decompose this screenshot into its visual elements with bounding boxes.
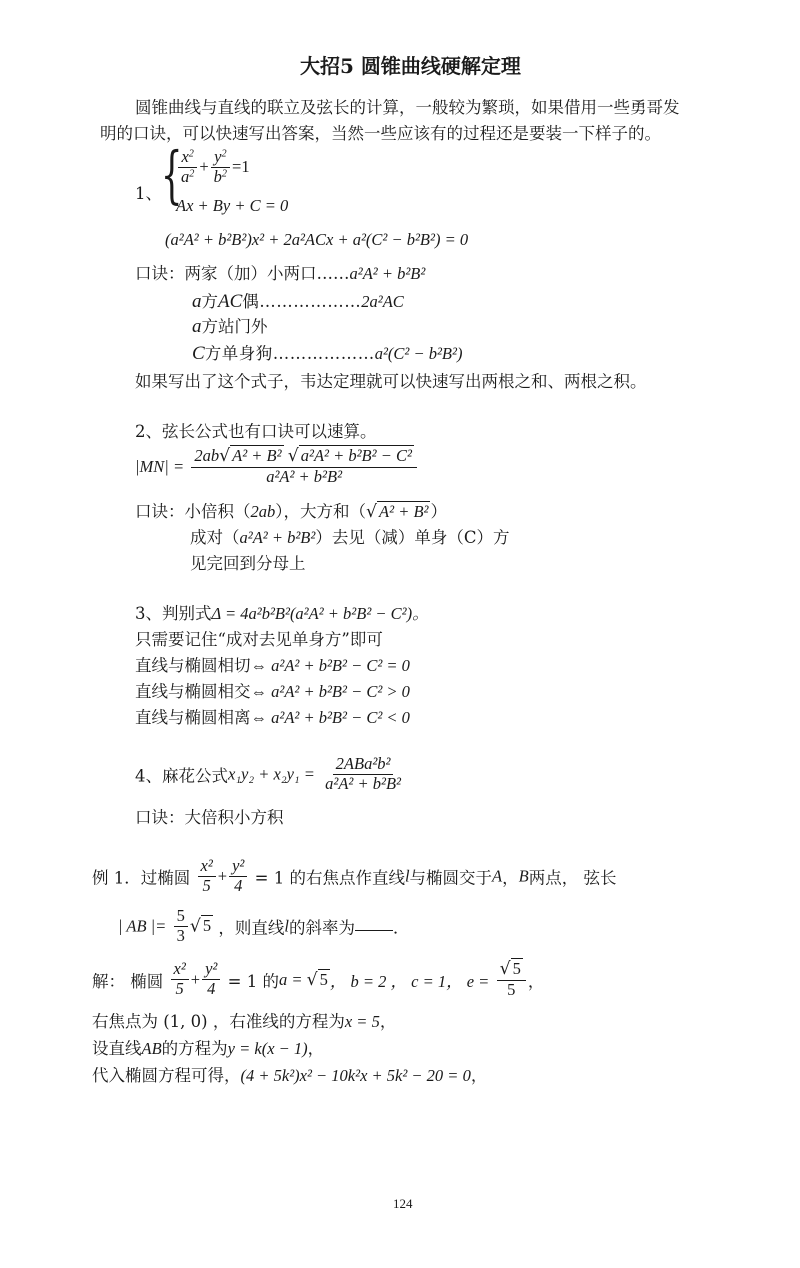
section3-heading: 3、判别式Δ = 4a²b²B²(a²A² + b²B² − C²)。 xyxy=(135,604,429,623)
section2-mnemonic-2: 成对（a²A² + b²B²）去见（减）单身（C）方 xyxy=(190,528,510,547)
page-title: 大招5 圆锥曲线硬解定理 xyxy=(300,54,521,78)
case-separate: 直线与椭圆相离⇔ a²A² + b²B² − C² < 0 xyxy=(135,708,410,727)
system-top-equation: $\frac{x^2}{a^2}$ + $\frac{y^2}{b^2}$ =1 xyxy=(176,148,250,187)
section3-remember: 只需要记住“成对去见单身方”即可 xyxy=(135,630,383,649)
solution-substitution: 代入椭圆方程可得，(4 + 5k²)x² − 10k²x + 5k² − 20 = 0， xyxy=(92,1066,488,1085)
mnemonic-line-2: a方AC偶………………2a²AC xyxy=(192,291,404,312)
case-intersect: 直线与椭圆相交⇔ a²A² + b²B² − C² > 0 xyxy=(135,682,410,701)
answer-blank xyxy=(355,917,393,931)
solution-focus-line: 右焦点为 (1, 0) ，右准线的方程为x = 5， xyxy=(92,1012,397,1031)
intro-line-2: 明的口诀，可以快速写出答案，当然一些应该有的过程还是要装一下样子的。 xyxy=(100,124,661,143)
case-tangent: 直线与椭圆相切⇔ a²A² + b²B² − C² = 0 xyxy=(135,656,410,675)
section2-mnemonic-1: 口诀：小倍积（2ab），大方和（√ A² + B² ） xyxy=(135,502,447,522)
section2-heading: 2、弦长公式也有口诀可以速算。 xyxy=(135,422,377,441)
twist-formula: 4、麻花公式x₁y₂ + x₂y₁ = $\frac{\text{2ABa²b²}}{\text{a²A² + b²B²}}$ xyxy=(135,754,401,793)
section4-mnemonic: 口诀：大倍积小方积 xyxy=(135,808,284,827)
section1-label: 1、 xyxy=(135,184,162,203)
solution-line-equation: 设直线AB的方程为y = k(x − 1)， xyxy=(92,1039,325,1058)
chord-length-formula: |MN| = $\frac{\text{2ab√ A² + B² √ a²A² + b²B² − C²}}{\text{a²A² + b²B²}}$ xyxy=(135,447,419,487)
solution-line-1: 解： 椭圆 $\frac{\text{x²}}{5}$ + $\frac{\text{y²}}{4}$ = 1 的a = √ 5 ， b = 2 ， c = 1， e = $\frac{√ 5}{5}$ ， xyxy=(92,959,545,999)
section2-mnemonic-3: 见完回到分母上 xyxy=(190,554,306,573)
intro-line-1: 圆锥曲线与直线的联立及弦长的计算，一般较为繁琐，如果借用一些勇哥发 xyxy=(135,98,680,117)
combined-quadratic: (a²A² + b²B²)x² + 2a²ACx + a²(C² − b²B²) = 0 xyxy=(165,230,469,249)
system-bottom-equation: Ax + By + C = 0 xyxy=(176,196,289,215)
system-brace: { xyxy=(160,138,183,211)
section1-conclusion: 如果写出了这个式子，韦达定理就可以快速写出两根之和、两根之积。 xyxy=(135,372,647,391)
page-number: 124 xyxy=(393,1196,413,1211)
mnemonic-line-1: 口诀：两家（加）小两口……a²A² + b²B² xyxy=(135,264,426,283)
example1-line-2: | AB |= $\frac{5}{3}$ √ 5 ，则直线l的斜率为 ． xyxy=(118,906,410,945)
example1-line-1: 例 1．过椭圆 $\frac{\text{x²}}{5}$ + $\frac{\text{y²}}{4}$ = 1 的右焦点作直线l与椭圆交于A，B两点， 弦长 xyxy=(92,856,617,895)
mnemonic-line-3: a方站门外 xyxy=(192,316,268,337)
mnemonic-line-4: C方单身狗………………a²(C² − b²B²) xyxy=(192,343,463,364)
